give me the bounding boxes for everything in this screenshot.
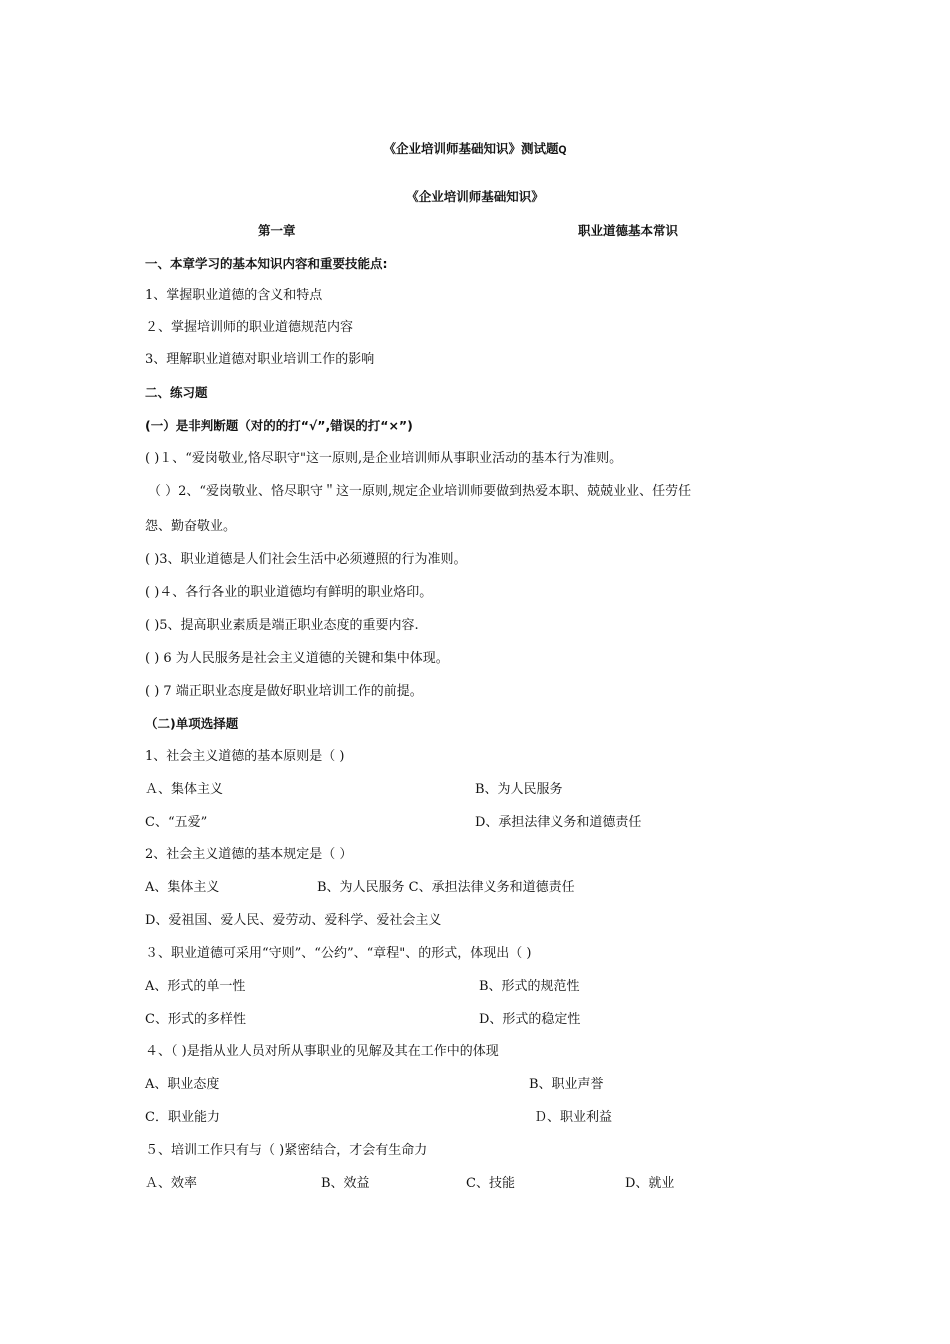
list-item: 1、掌握职业道德的含义和特点 xyxy=(145,288,323,303)
true-false-item-continuation: 怨、勤奋敬业。 xyxy=(145,519,237,534)
option-b: B、形式的规范性 xyxy=(479,979,580,994)
option-d: Ｄ、职业利益 xyxy=(534,1110,613,1125)
option-a: A、集体主义 xyxy=(145,880,220,895)
question-stem: 2、社会主义道德的基本规定是（ ） xyxy=(145,847,353,862)
subsection-heading: （二)单项选择题 xyxy=(145,716,239,731)
option-b: B、为人民服务 xyxy=(475,782,563,797)
section-heading: 二、练习题 xyxy=(145,385,208,400)
option-b: B、效益 xyxy=(321,1176,370,1191)
true-false-item: ( )5、提高职业素质是端正职业态度的重要内容. xyxy=(145,618,419,633)
option-c: C、“五爱” xyxy=(145,815,208,830)
option-a: Ａ、集体主义 xyxy=(145,782,224,797)
subsection-heading: (一）是非判断题（对的的打“√”,错误的打“×”) xyxy=(145,418,413,433)
question-stem: ５、培训工作只有与（ )紧密结合，才会有生命力 xyxy=(145,1143,428,1158)
section-heading: 一、本章学习的基本知识内容和重要技能点: xyxy=(145,256,388,271)
true-false-item: ( )3、职业道德是人们社会生活中必须遵照的行为准则。 xyxy=(145,552,467,567)
chapter-number: 第一章 xyxy=(258,223,296,238)
question-stem: ４、（ )是指从业人员对所从事职业的见解及其在工作中的体现 xyxy=(145,1044,499,1059)
chapter-name: 职业道德基本常识 xyxy=(578,223,679,238)
option-a: A、形式的单一性 xyxy=(145,979,246,994)
option-bc: B、为人民服务 C、承担法律义务和道德责任 xyxy=(317,880,575,895)
option-c: C、技能 xyxy=(466,1176,515,1191)
option-d: D、形式的稳定性 xyxy=(479,1012,581,1027)
option-c: C．职业能力 xyxy=(145,1110,220,1125)
true-false-item: （ ）2、“爱岗敬业、恪尽职守＂这一原则,规定企业培训师要做到热爱本职、兢兢业业、任劳任 xyxy=(148,484,692,499)
list-item: ２、掌握培训师的职业道德规范内容 xyxy=(145,320,354,335)
true-false-item: ( ) 6 为人民服务是社会主义道德的关键和集中体现。 xyxy=(145,651,449,666)
option-a: A、职业态度 xyxy=(145,1077,220,1092)
true-false-item: ( )４、各行各业的职业道德均有鲜明的职业烙印。 xyxy=(145,585,433,600)
option-c: C、形式的多样性 xyxy=(145,1012,246,1027)
list-item: 3、理解职业道德对职业培训工作的影响 xyxy=(145,352,375,367)
question-stem: ３、职业道德可采用“守则”、“公约”、“章程"、的形式，体现出（ ) xyxy=(145,946,532,961)
true-false-item: ( )１、“爱岗敬业,恪尽职守"这一原则,是企业培训师从事职业活动的基本行为准则。 xyxy=(145,451,623,466)
question-stem: 1、社会主义道德的基本原则是（ ) xyxy=(145,749,345,764)
option-d: D、就业 xyxy=(625,1176,675,1191)
option-d: D、爱祖国、爱人民、爱劳动、爱科学、爱社会主义 xyxy=(145,913,442,928)
true-false-item: ( ) 7 端正职业态度是做好职业培训工作的前提。 xyxy=(145,684,423,699)
option-a: Ａ、效率 xyxy=(145,1176,198,1191)
document-title: 《企业培训师基础知识》测试题ꞯ xyxy=(383,141,567,156)
option-b: B、职业声誉 xyxy=(529,1077,604,1092)
document-subtitle: 《企业培训师基础知识》 xyxy=(406,189,544,204)
option-d: D、承担法律义务和道德责任 xyxy=(475,815,642,830)
